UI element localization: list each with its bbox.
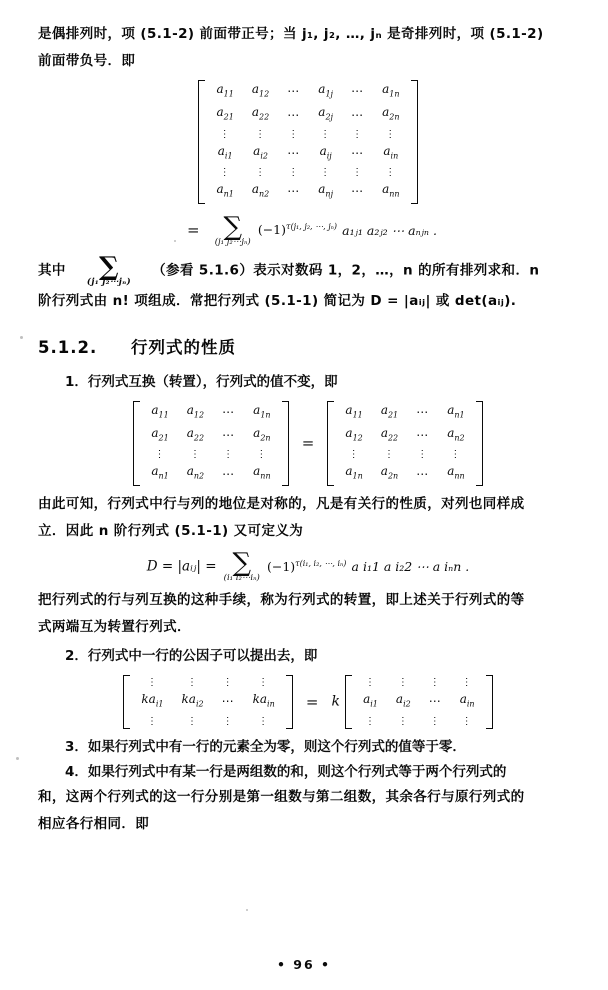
matrix-row xyxy=(207,80,408,103)
matrix-table xyxy=(132,675,283,728)
matrix-cell: $a_{22}$ xyxy=(380,425,399,443)
matrix-vdots: ⋮ xyxy=(461,715,473,727)
matrix-row xyxy=(142,424,279,447)
matrix-cell: $a_{nn}$ xyxy=(253,464,271,481)
matrix-vdots: ⋮ xyxy=(187,677,199,689)
matrix-vdots: ⋮ xyxy=(288,167,300,179)
matrix-cell: $a_{21}$ xyxy=(216,105,234,122)
matrix-vdots: ⋮ xyxy=(417,449,429,461)
matrix-vdots: ⋮ xyxy=(219,167,231,179)
matrix-cell: $a_{nj}$ xyxy=(318,182,334,199)
matrix-cell: $a_{n1}$ xyxy=(447,402,465,419)
matrix-vdots: ⋮ xyxy=(146,677,158,689)
matrix-vdots-row xyxy=(142,447,279,462)
matrix-vdots-row xyxy=(336,447,473,462)
matrix-cell: $a_{in}$ xyxy=(459,692,475,709)
matrix-vdots: ⋮ xyxy=(348,449,360,461)
matrix-cell: $ka_{i1}$ xyxy=(141,692,164,709)
page-content xyxy=(38,22,578,839)
matrix-vdots: ⋮ xyxy=(383,449,395,461)
matrix-cell: $a_{i1}$ xyxy=(363,692,378,709)
property-item-3: 3．如果行列式中有一行的元素全为零，则这个行列式的值等于零． xyxy=(65,738,466,755)
matrix-vdots: ⋮ xyxy=(352,167,364,179)
property-item-4-line1: 4．如果行列式中有某一行是两组数的和，则这个行列式等于两个行列式的 xyxy=(65,763,507,780)
matrix-cell: $a_{12}$ xyxy=(186,402,205,419)
matrix-row xyxy=(142,462,279,485)
sigma-glyph: ∑ xyxy=(223,211,242,242)
matrix-vdots: ⋮ xyxy=(255,128,267,140)
scan-speck xyxy=(20,336,23,339)
matrix-vdots: ⋮ xyxy=(219,128,231,140)
matrix-right xyxy=(345,675,493,728)
matrix-cell: $a_{i2}$ xyxy=(253,143,268,161)
property-item-4-line2: 和，这两个行列式的这一行分别是第一组数与第二组数，其余各行与原行列式的 xyxy=(38,788,525,805)
matrix-ellipsis: ⋯ xyxy=(428,694,442,709)
matrix-ellipsis: ⋯ xyxy=(221,694,235,709)
matrix-vdots: ⋮ xyxy=(320,167,332,179)
inline-summation xyxy=(85,254,133,287)
equals-sign: = xyxy=(187,220,200,239)
matrix-cell: $ka_{in}$ xyxy=(252,692,275,709)
section-title: 行列式的性质 xyxy=(130,337,236,357)
sign-exponent: τ(i₁, i₂, ⋯, iₙ) xyxy=(295,558,347,568)
property-item-2: 2．行列式中一行的公因子可以提出去，即 xyxy=(65,648,318,665)
matrix-vdots: ⋮ xyxy=(385,167,397,179)
paragraph-1: 是偶排列时，项 (5.1-2) 前面带正号；当 j₁, j₂, …, jₙ 是奇排列时，项 (5.1-2) xyxy=(38,26,544,42)
matrix-cell: $a_{n2}$ xyxy=(186,464,205,481)
matrix-ellipsis: ⋯ xyxy=(351,84,365,99)
matrix-vdots-row xyxy=(207,127,408,142)
matrix-row xyxy=(207,103,408,126)
section-number: 5.1.2. xyxy=(38,337,98,357)
matrix-row xyxy=(142,401,279,424)
matrix-ellipsis: ⋯ xyxy=(287,84,301,99)
matrix-cell: $a_{nn}$ xyxy=(447,464,465,481)
matrix-vdots: ⋮ xyxy=(187,715,199,727)
matrix-cell: $a_{11}$ xyxy=(345,402,363,419)
sign-factor: $(-1)^{\tau(j_1, j_2, \cdots, j_n)}$ xyxy=(257,222,338,238)
matrix-vdots: ⋮ xyxy=(258,715,270,727)
matrix-cell: $a_{2n}$ xyxy=(253,425,271,443)
matrix-row xyxy=(132,690,283,713)
paragraph-3-lead: 其中 xyxy=(38,262,66,279)
matrix-vdots: ⋮ xyxy=(320,128,332,140)
matrix-table xyxy=(336,401,473,486)
matrix-cell: $ka_{i2}$ xyxy=(181,692,204,709)
matrix-ellipsis: ⋯ xyxy=(351,184,365,199)
matrix-vdots-row xyxy=(132,714,283,729)
matrix-vdots-row xyxy=(354,714,484,729)
matrix-cell: $a_{2j}$ xyxy=(318,105,334,122)
matrix-vdots: ⋮ xyxy=(154,449,166,461)
matrix-cell: $a_{11}$ xyxy=(151,402,169,419)
matrix-left xyxy=(123,675,292,728)
matrix-cell: $a_{2n}$ xyxy=(380,464,399,481)
matrix-vdots: ⋮ xyxy=(223,449,235,461)
matrix-vdots: ⋮ xyxy=(352,128,364,140)
matrix-vdots: ⋮ xyxy=(397,715,409,727)
matrix-vdots: ⋮ xyxy=(385,128,397,140)
matrix-ellipsis: ⋯ xyxy=(287,107,301,122)
paragraph-4: 阶行列式由 n! 项组成．常把行列式 (5.1-1) 简记为 D = |aᵢⱼ| 或 det(aᵢⱼ). xyxy=(38,292,517,309)
paragraph-2: 前面带负号．即 xyxy=(38,53,136,69)
paragraph-3-rest: （参看 5.1.6）表示对数码 1，2，…，n 的所有排列求和．n xyxy=(152,262,540,279)
matrix-cell: $a_{21}$ xyxy=(151,425,169,443)
matrix-cell: $a_{21}$ xyxy=(380,402,399,419)
page-number: • 96 • xyxy=(276,957,332,972)
matrix-ellipsis: ⋯ xyxy=(287,184,301,199)
matrix-cell: $a_{ij}$ xyxy=(319,143,332,161)
scan-speck xyxy=(174,240,176,242)
sigma-subscript: (j₁ j₂⋯jₙ) xyxy=(214,236,251,247)
paragraph-5: 由此可知，行列式中行与列的地位是对称的，凡是有关行的性质，对列也同样成 xyxy=(38,495,525,512)
matrix-vdots: ⋮ xyxy=(365,677,376,689)
product-terms: a₁ⱼ₁ a₂ⱼ₂ ⋯ aₙⱼₙ . xyxy=(342,222,437,238)
common-factor-equation xyxy=(38,675,578,728)
matrix-ellipsis: ⋯ xyxy=(351,107,365,122)
matrix-vdots: ⋮ xyxy=(146,715,158,727)
matrix-row xyxy=(336,462,473,485)
matrix-vdots: ⋮ xyxy=(189,449,201,461)
matrix-vdots: ⋮ xyxy=(365,715,376,727)
matrix-vdots-row xyxy=(132,675,283,690)
matrix-ellipsis: ⋯ xyxy=(222,428,236,443)
matrix-table xyxy=(207,80,408,204)
matrix-row xyxy=(336,424,473,447)
matrix-left xyxy=(133,401,288,486)
product-terms: a i₁1 a i₂2 ⋯ a iₙn . xyxy=(351,558,470,574)
matrix-cell: $a_{22}$ xyxy=(251,105,270,122)
summation-symbol xyxy=(213,211,253,247)
matrix-vdots: ⋮ xyxy=(288,128,300,140)
matrix-row xyxy=(207,180,408,203)
matrix-cell: $a_{n1}$ xyxy=(151,464,169,481)
transpose-equation xyxy=(38,401,578,486)
paragraph-8: 式两端互为转置行列式． xyxy=(38,619,191,636)
determinant-matrix-a xyxy=(38,80,578,204)
matrix-cell: $a_{in}$ xyxy=(383,143,399,161)
matrix-ellipsis: ⋯ xyxy=(416,466,430,481)
matrix-cell: $a_{n2}$ xyxy=(251,182,270,199)
matrix-vdots: ⋮ xyxy=(429,677,441,689)
equals-sign: = xyxy=(301,434,315,453)
matrix-cell: $a_{2n}$ xyxy=(382,105,400,122)
matrix-vdots-row xyxy=(207,165,408,180)
matrix-ellipsis: ⋯ xyxy=(351,145,365,160)
sum-expansion-equation xyxy=(38,211,578,247)
matrix-cell: $a_{1n}$ xyxy=(253,402,271,419)
matrix-ellipsis: ⋯ xyxy=(287,145,301,160)
paragraph-3 xyxy=(38,254,578,287)
matrix-table xyxy=(142,401,279,486)
paragraph-6: 立．因此 n 阶行列式 (5.1-1) 又可定义为 xyxy=(38,522,304,539)
determinant-lhs: D = |aᵢⱼ| = xyxy=(146,557,217,574)
matrix-table xyxy=(354,675,484,728)
matrix-cell: $a_{11}$ xyxy=(216,82,234,99)
matrix-cell: $a_{12}$ xyxy=(345,425,363,443)
matrix-vdots-row xyxy=(354,675,484,690)
matrix-ellipsis: ⋯ xyxy=(222,404,236,419)
matrix-right xyxy=(327,401,482,486)
matrix-cell: $a_{n2}$ xyxy=(447,425,465,443)
matrix-vdots: ⋮ xyxy=(397,677,409,689)
matrix-vdots: ⋮ xyxy=(461,677,473,689)
determinant-definition-equation xyxy=(38,547,578,583)
matrix-row xyxy=(354,690,484,713)
matrix-vdots: ⋮ xyxy=(256,449,268,461)
matrix-vdots: ⋮ xyxy=(255,167,267,179)
sign-factor: $(-1)^{\tau(i_1, i_2, \cdots, i_n)}$ xyxy=(266,558,347,574)
matrix-vdots: ⋮ xyxy=(222,677,234,689)
paragraph-7: 把行列式的行与列互换的这种手续，称为行列式的转置，即上述关于行列式的等 xyxy=(38,592,525,609)
scalar-k: k xyxy=(331,693,340,710)
matrix-vdots: ⋮ xyxy=(258,677,270,689)
matrix-cell: $a_{1n}$ xyxy=(382,82,400,99)
scan-speck xyxy=(246,909,248,911)
sigma-subscript: (j₁ j₂⋯jₙ) xyxy=(86,277,131,288)
matrix-ellipsis: ⋯ xyxy=(222,466,236,481)
matrix-cell: $a_{22}$ xyxy=(186,425,205,443)
matrix-vdots: ⋮ xyxy=(222,715,234,727)
sigma-glyph: ∑ xyxy=(232,547,252,578)
sigma-subscript: (i₁ i₂⋯iₙ) xyxy=(223,572,260,583)
matrix-cell: $a_{12}$ xyxy=(251,82,270,99)
scan-speck xyxy=(16,757,19,760)
sigma-glyph: ∑ xyxy=(98,252,119,283)
property-item-1: 1．行列式互换（转置），行列式的值不变，即 xyxy=(65,373,338,390)
matrix-row xyxy=(336,401,473,424)
matrix-cell: $a_{n1}$ xyxy=(216,182,234,199)
matrix-ellipsis: ⋯ xyxy=(416,404,430,419)
matrix-vdots: ⋮ xyxy=(429,715,441,727)
summation-symbol xyxy=(222,547,262,583)
matrix-brackets xyxy=(198,80,417,204)
matrix-cell: $a_{i2}$ xyxy=(395,692,411,709)
matrix-ellipsis: ⋯ xyxy=(416,428,430,443)
property-item-4-line3: 相应各行相同．即 xyxy=(38,815,150,832)
equals-sign: = xyxy=(305,692,319,711)
matrix-cell: $a_{i1}$ xyxy=(217,143,233,161)
matrix-cell: $a_{1n}$ xyxy=(345,464,363,481)
matrix-cell: $a_{nn}$ xyxy=(382,182,400,199)
section-heading xyxy=(38,334,578,358)
matrix-cell: $a_{1j}$ xyxy=(318,82,334,99)
matrix-vdots: ⋮ xyxy=(450,449,462,461)
sign-exponent: τ(j₁, j₂, ⋯, jₙ) xyxy=(286,222,338,232)
matrix-row xyxy=(207,142,408,165)
